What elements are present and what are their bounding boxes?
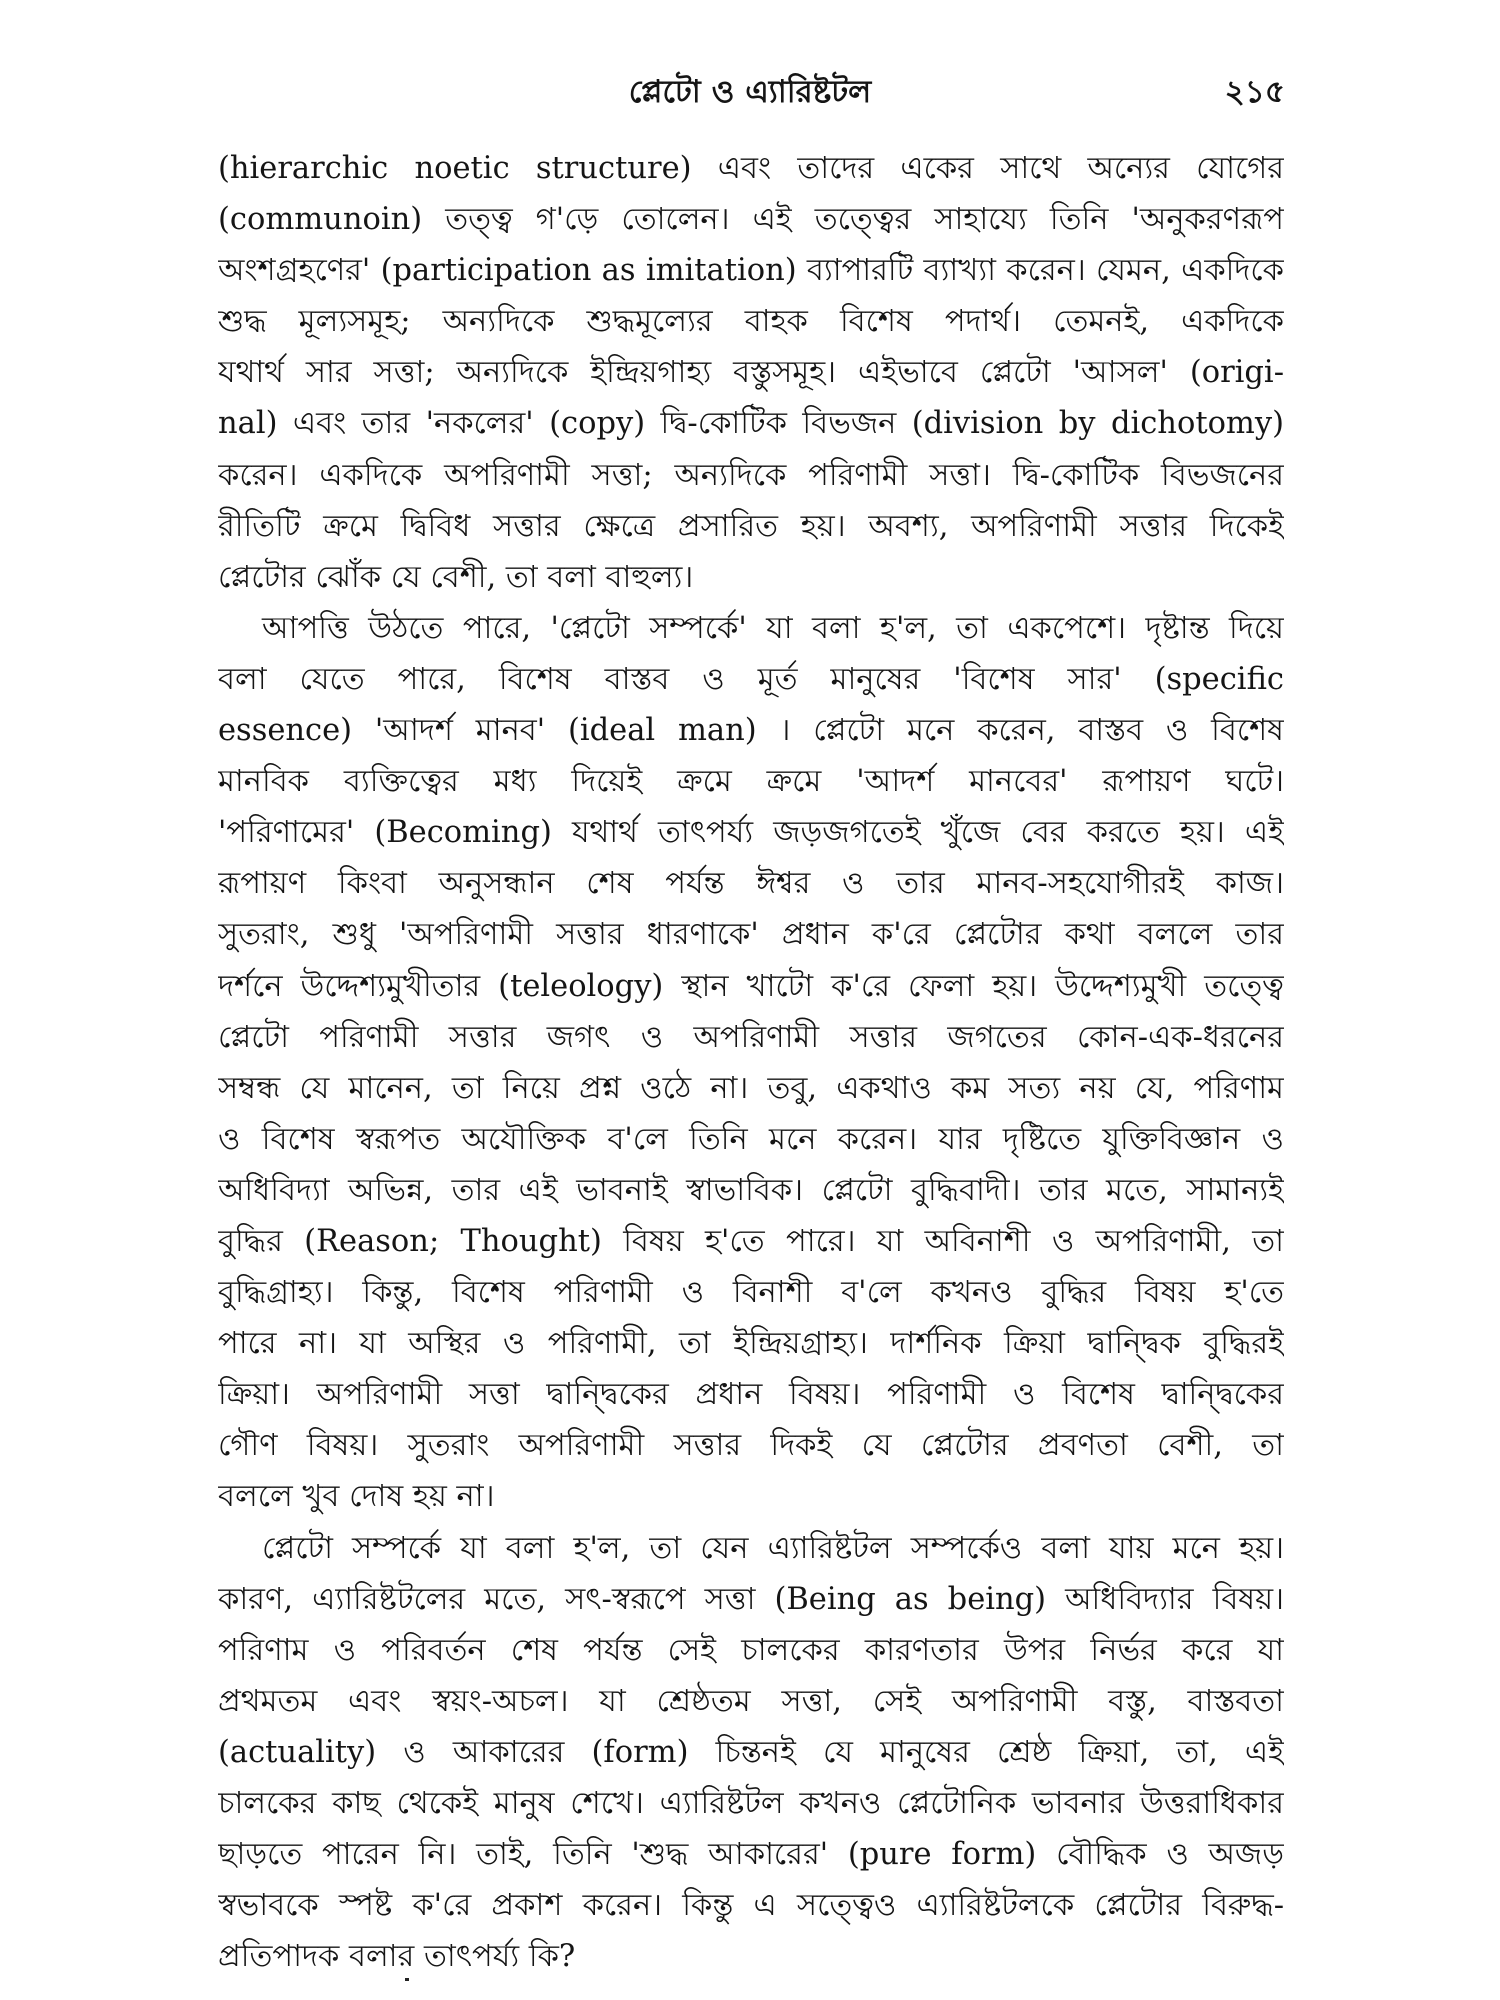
text-line: অধিবিদ্যা অভিন্ন, তার এই ভাবনাই স্বাভাবিক। প্লেটো বুদ্ধিবাদী। তার মতে, সামান্যই [218, 1172, 1284, 1208]
text-line: পরিণাম ও পরিবর্তন শেষ পর্যন্ত সেই চালকের কারণতার উপর নির্ভর করে যা [218, 1632, 1284, 1668]
text-line: ক্রিয়া। অপরিণামী সত্তা দ্বান্দ্বিকের প্রধান বিষয়। পরিণামী ও বিশেষ দ্বান্দ্বিকের [218, 1377, 1284, 1413]
text-line: (hierarchic noetic structure) এবং তাদের একের সাথে অন্যের যোগের [218, 151, 1284, 186]
text-line: প্রথমতম এবং স্বয়ং-অচল। যা শ্রেষ্ঠতম সত্তা, সেই অপরিণামী বস্তু, বাস্তবতা [218, 1683, 1284, 1719]
text-line: মানবিক ব্যক্তিত্বের মধ্য দিয়েই ক্রমে ক্রমে 'আদর্শ মানবের' রূপায়ণ ঘটে। [218, 764, 1284, 800]
text-line: করেন। একদিকে অপরিণামী সত্তা; অন্যদিকে পরিণামী সত্তা। দ্বি-কোটিক বিভজনের [218, 457, 1284, 493]
text-line: রূপায়ণ কিংবা অনুসন্ধান শেষ পর্যন্ত ঈশ্বর ও তার মানব-সহযোগীরই কাজ। [218, 866, 1284, 902]
text-line: পারে না। যা অস্থির ও পরিণামী, তা ইন্দ্রিয়গ্রাহ্য। দার্শনিক ক্রিয়া দ্বান্দ্বিক বুদ্ধিরই [218, 1326, 1284, 1362]
text-line: ছাড়তে পারেন নি। তাই, তিনি 'শুদ্ধ আকারের' (pure form) বৌদ্ধিক ও অজড় [218, 1837, 1284, 1873]
text-line: 'পরিণামের' (Becoming) যথার্থ তাৎপর্য্য জড়জগতেই খুঁজে বের করতে হয়। এই [218, 815, 1284, 851]
text-line: (communoin) তত্ত্ব গ'ড়ে তোলেন। এই তত্ত্বের সাহায্যে তিনি 'অনুকরণরূপ [218, 202, 1284, 238]
text-line: প্লেটোর ঝোঁক যে বেশী, তা বলা বাহুল্য। [218, 559, 694, 595]
text-line: সম্বন্ধ যে মানেন, তা নিয়ে প্রশ্ন ওঠে না। তবু, একথাও কম সত্য নয় যে, পরিণাম [218, 1070, 1284, 1106]
text-line: যথার্থ সার সত্তা; অন্যদিকে ইন্দ্রিয়গাহ্য বস্তুসমূহ। এইভাবে প্লেটো 'আসল' (origi- [218, 355, 1284, 391]
paragraph-first-line: প্লেটো সম্পর্কে যা বলা হ'ল, তা যেন এ্যারিষ্টটল সম্পর্কেও বলা যায় মনে হয়। [262, 1530, 1284, 1566]
text-line: প্রতিপাদক বলার তাৎপর্য্য কি? [218, 1939, 576, 1975]
text-line: স্বভাবকে স্পষ্ট ক'রে প্রকাশ করেন। কিন্তু এ সত্ত্বেও এ্যারিষ্টটলকে প্লেটোর বিরুদ্ধ- [218, 1888, 1284, 1924]
page-header [215, 66, 1285, 118]
text-line: বুদ্ধিগ্রাহ্য। কিন্তু, বিশেষ পরিণামী ও বিনাশী ব'লে কখনও বুদ্ধির বিষয় হ'তে [218, 1275, 1284, 1311]
text-line: ও বিশেষ স্বরূপত অযৌক্তিক ব'লে তিনি মনে করেন। যার দৃষ্টিতে যুক্তিবিজ্ঞান ও [218, 1121, 1284, 1157]
print-speck [405, 1978, 409, 1981]
text-line: রীতিটি ক্রমে দ্বিবিধ সত্তার ক্ষেত্রে প্রসারিত হয়। অবশ্য, অপরিণামী সত্তার দিকেই [218, 508, 1284, 544]
paragraph-first-line: আপত্তি উঠতে পারে, 'প্লেটো সম্পর্কে' যা বলা হ'ল, তা একপেশে। দৃষ্টান্ত দিয়ে [262, 610, 1284, 646]
text-line: বলা যেতে পারে, বিশেষ বাস্তব ও মূর্ত মানুষের 'বিশেষ সার' (specific [218, 661, 1284, 697]
text-line: nal) এবং তার 'নকলের' (copy) দ্বি-কোটিক বিভজন (division by dichotomy) [218, 406, 1284, 442]
page-number: ২১৫ [1224, 74, 1285, 110]
text-line: অংশগ্রহণের' (participation as imitation) ব্যাপারটি ব্যাখ্যা করেন। যেমন, একদিকে [218, 253, 1284, 289]
text-line: শুদ্ধ মূল্যসমূহ; অন্যদিকে শুদ্ধমূল্যের বাহক বিশেষ পদার্থ। তেমনই, একদিকে [218, 304, 1284, 340]
running-title: প্লেটো ও এ্যারিষ্টটল [628, 74, 872, 110]
text-line: বললে খুব দোষ হয় না। [218, 1479, 495, 1515]
text-line: গৌণ বিষয়। সুতরাং অপরিণামী সত্তার দিকই যে প্লেটোর প্রবণতা বেশী, তা [218, 1428, 1284, 1464]
body-text [218, 143, 1284, 1982]
text-line: (actuality) ও আকারের (form) চিন্তনই যে মানুষের শ্রেষ্ঠ ক্রিয়া, তা, এই [218, 1734, 1284, 1770]
text-line: essence) 'আদর্শ মানব' (ideal man) । প্লেটো মনে করেন, বাস্তব ও বিশেষ [218, 713, 1284, 749]
text-line: প্লেটো পরিণামী সত্তার জগৎ ও অপরিণামী সত্তার জগতের কোন-এক-ধরনের [218, 1019, 1284, 1055]
text-line: সুতরাং, শুধু 'অপরিণামী সত্তার ধারণাকে' প্রধান ক'রে প্লেটোর কথা বললে তার [218, 917, 1284, 953]
text-line: চালকের কাছ থেকেই মানুষ শেখে। এ্যারিষ্টটল কখনও প্লেটোনিক ভাবনার উত্তরাধিকার [218, 1786, 1284, 1821]
text-line: কারণ, এ্যারিষ্টটলের মতে, সৎ-স্বরূপে সত্তা (Being as being) অধিবিদ্যার বিষয়। [218, 1581, 1284, 1617]
text-line: বুদ্ধির (Reason; Thought) বিষয় হ'তে পারে। যা অবিনাশী ও অপরিণামী, তা [218, 1223, 1284, 1259]
text-line: দর্শনে উদ্দেশ্যমুখীতার (teleology) স্থান খাটো ক'রে ফেলা হয়। উদ্দেশ্যমুখী তত্ত্বে [218, 968, 1284, 1004]
